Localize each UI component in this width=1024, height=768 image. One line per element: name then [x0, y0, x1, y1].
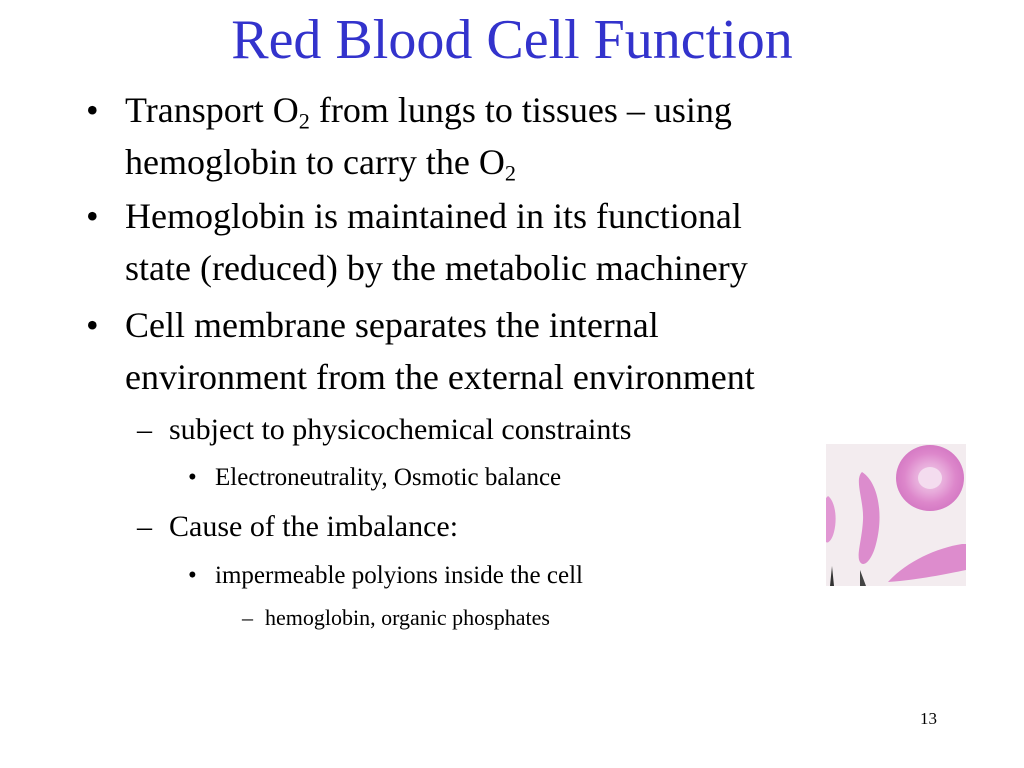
- bullet-transport-oxygen: [86, 84, 732, 188]
- sub-sub-bullet-text: Electroneutrality, Osmotic balance: [215, 464, 562, 491]
- bullet-text: Cell membrane separates the internal: [125, 305, 659, 345]
- bullet-text: environment from the external environment: [125, 357, 755, 397]
- sub-bullet-text: subject to physicochemical constraints: [169, 413, 632, 446]
- bullet-marker: •: [86, 305, 99, 345]
- sub-sub-bullet-electroneutrality: [188, 463, 561, 493]
- dash-marker: –: [137, 413, 152, 446]
- sub-bullet-imbalance: [137, 510, 458, 544]
- hemoglobin-organic-phosphates-text: hemoglobin, organic phosphates: [265, 605, 550, 630]
- bullet-hemoglobin-maintained: [86, 190, 748, 294]
- sub-bullet-text: Cause of the imbalance:: [169, 510, 459, 543]
- sub-sub-sub-bullet-hemoglobin: [242, 605, 550, 631]
- bullet-text: state (reduced) by the metabolic machinery: [125, 248, 748, 288]
- red-blood-cells-image: [826, 444, 966, 586]
- bullet-marker: •: [188, 464, 197, 491]
- sub-sub-bullet-text: impermeable polyions inside the cell: [215, 562, 583, 589]
- subscript-two: 2: [298, 108, 310, 134]
- slide-title: Red Blood Cell Function: [231, 9, 793, 71]
- sub-sub-bullet-polyions: [188, 561, 583, 591]
- sub-bullet-physicochemical: [137, 413, 631, 447]
- bullet-text: Transport O: [125, 90, 299, 130]
- dash-marker: –: [137, 510, 152, 543]
- dash-marker: –: [242, 605, 253, 630]
- bullet-text: Hemoglobin is maintained in its functional: [125, 196, 742, 236]
- cell-pale-center: [918, 467, 942, 489]
- bullet-text: hemoglobin to carry the O: [125, 142, 505, 182]
- subscript-two: 2: [504, 160, 517, 186]
- bullet-marker: •: [86, 196, 99, 236]
- bullet-marker: •: [86, 90, 99, 130]
- bullet-marker: •: [188, 562, 197, 589]
- bullet-text: from lungs to tissues – using: [309, 90, 732, 130]
- page-number: 13: [920, 709, 937, 728]
- bullet-cell-membrane: [86, 299, 755, 403]
